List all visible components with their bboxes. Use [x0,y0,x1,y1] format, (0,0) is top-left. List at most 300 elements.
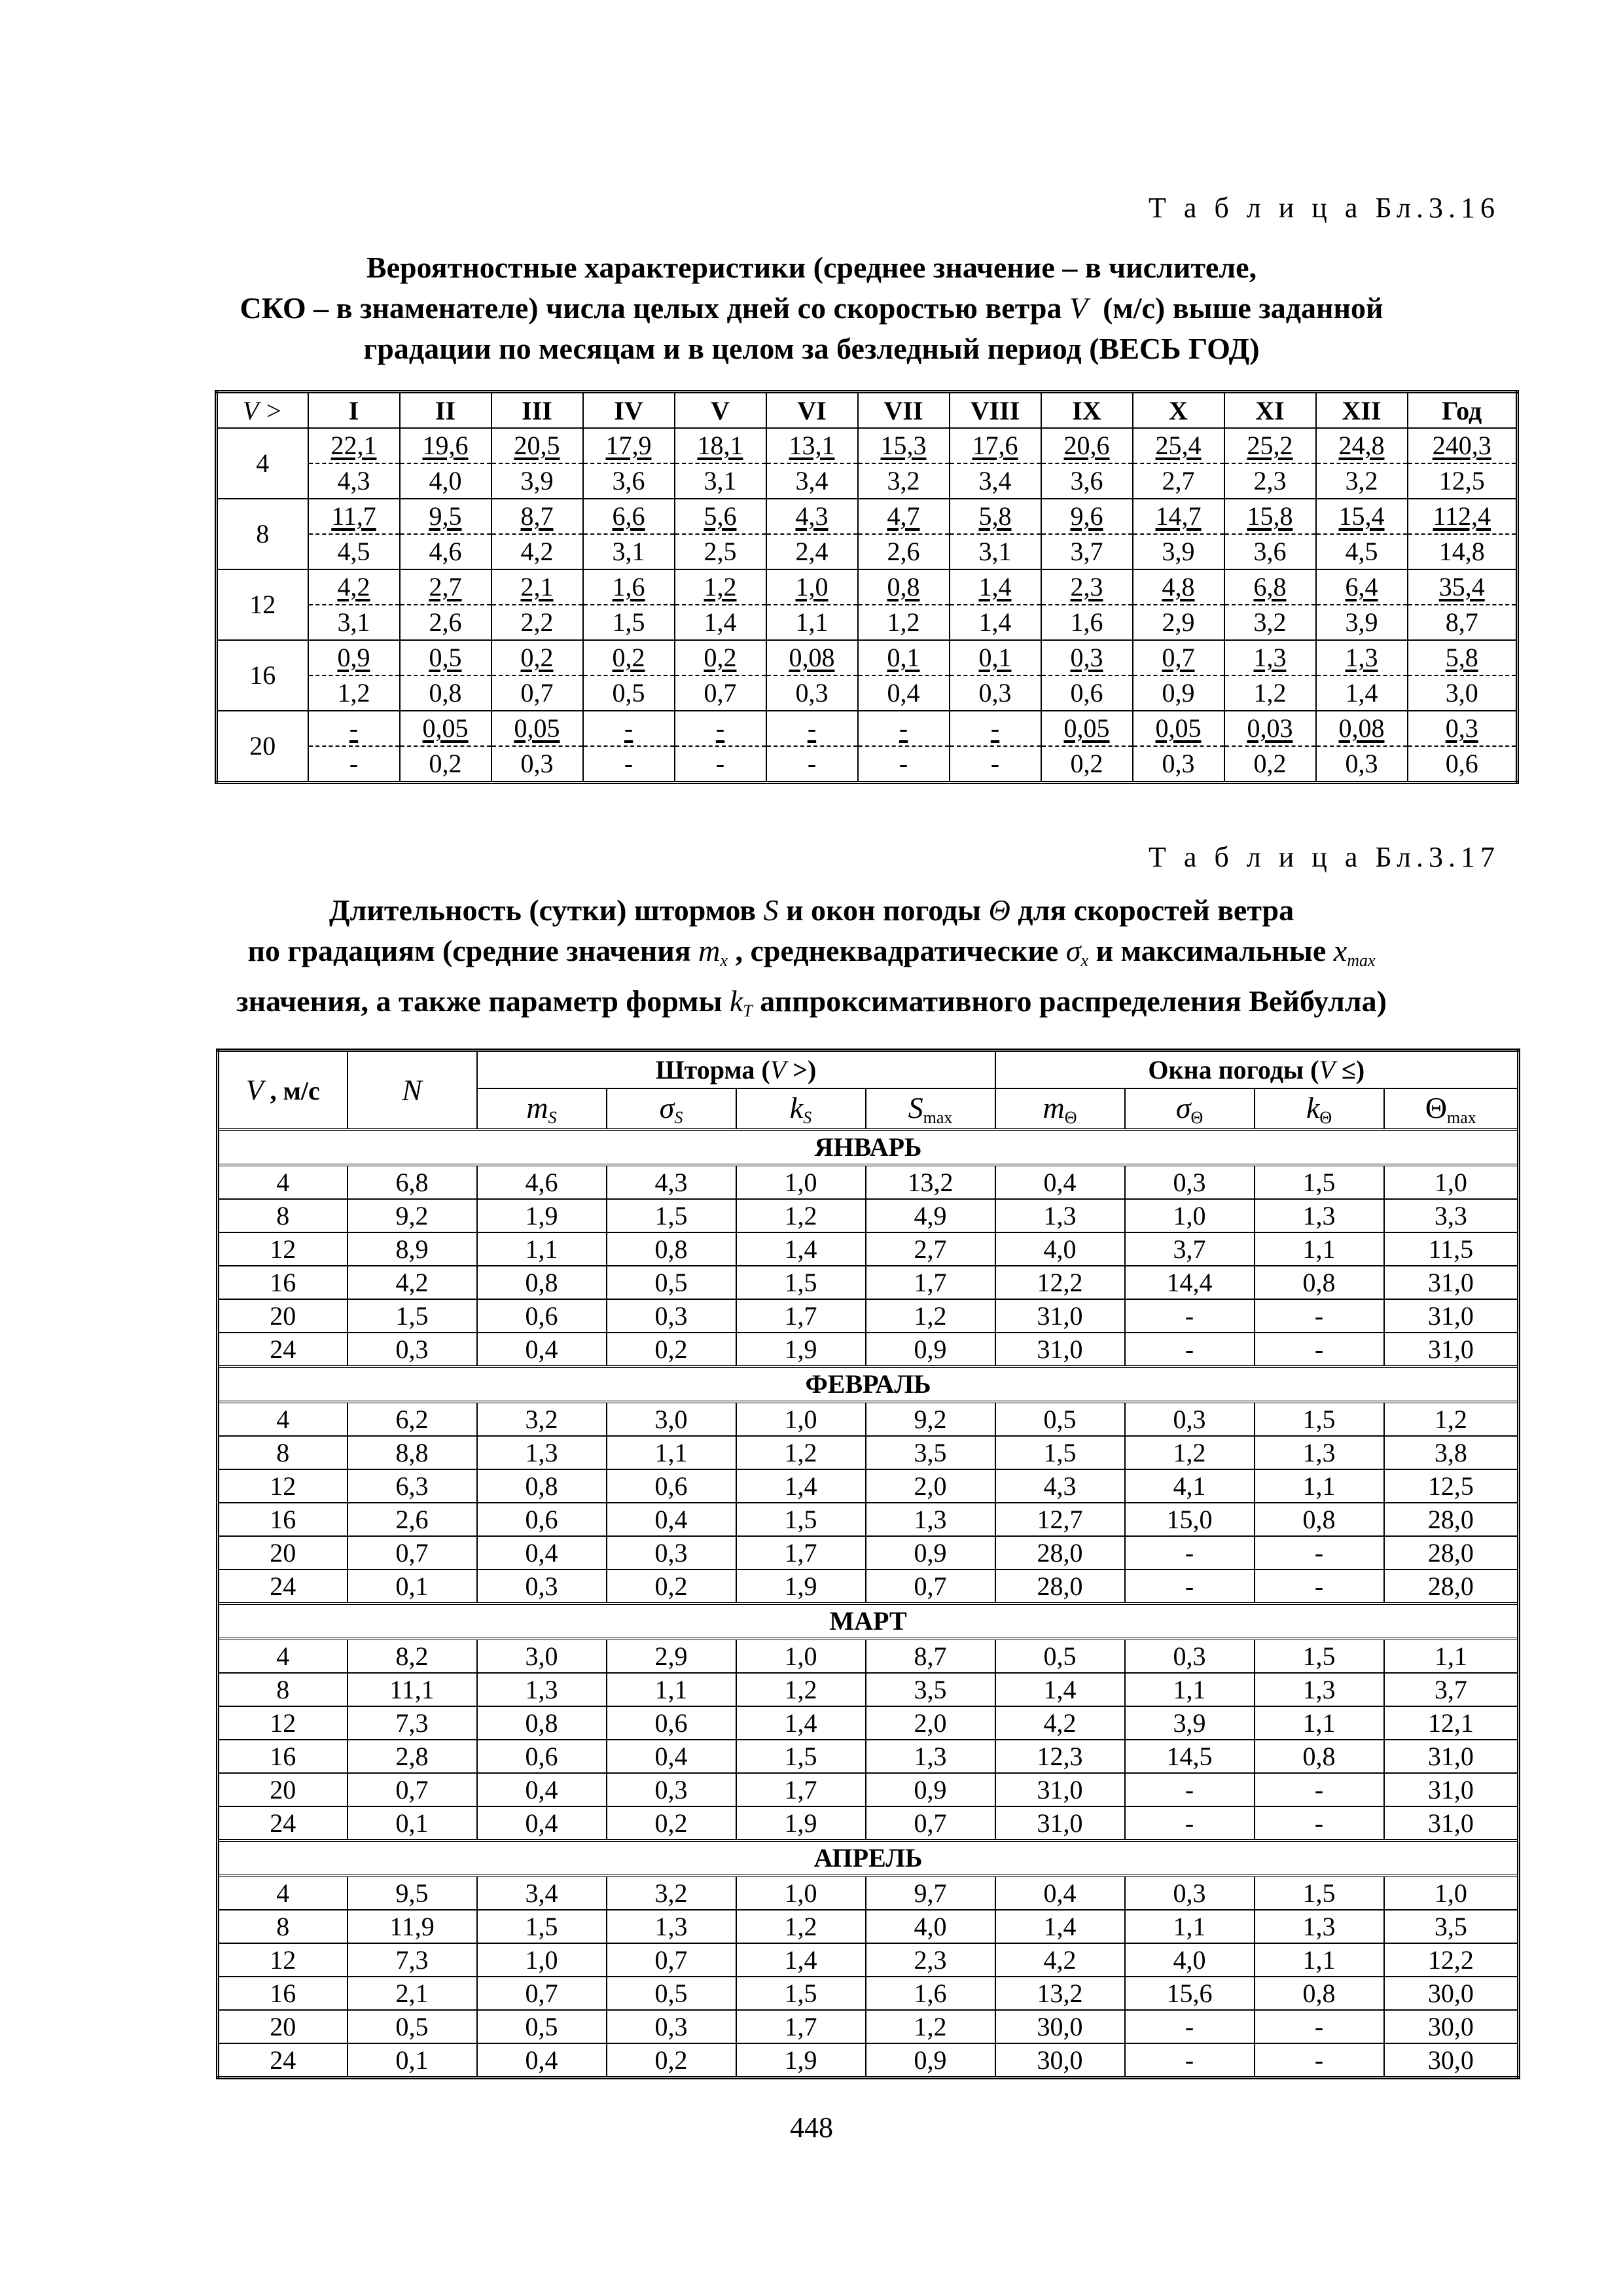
table2-cell: 16 [218,1977,348,2010]
table1-mean-cell [491,640,583,675]
table2-cell: 0,3 [1125,1639,1255,1673]
col-header-m-theta: $m_\Theta$ [995,1088,1125,1130]
table2-cell: 31,0 [1384,1806,1519,1840]
table2-cell: 0,3 [1125,1165,1255,1199]
table2-cell: 1,5 [995,1436,1125,1469]
table2-cell: 4,6 [477,1165,607,1199]
table1-sd-cell: 0,3 [950,675,1041,711]
table1-mean-cell [858,428,950,463]
table2-cell: 0,9 [866,1773,995,1806]
table2-cell: 1,5 [348,1299,477,1333]
table1-mean-cell [1408,569,1518,605]
table2-cell: 0,8 [477,1469,607,1503]
table1-row-mean [217,428,1518,463]
table1-mean-value: 0,7 [1162,643,1195,672]
table2-row [218,1333,1519,1367]
table2-cell: 31,0 [995,1299,1125,1333]
table1-sd-cell: 3,9 [1316,605,1408,640]
table2-cell: 1,4 [736,1706,866,1740]
table1-sd-cell: 0,2 [1224,746,1316,783]
table1-mean-value: 0,3 [1070,643,1103,672]
table1-sd-cell: 4,3 [308,463,400,499]
table1-sd-cell: 2,6 [400,605,491,640]
table1-mean-value: 0,05 [1155,713,1202,743]
table2-cell: 1,6 [866,1977,995,2010]
table2-header-windows: Окна погоды (V ≤) [995,1050,1519,1089]
table1-mean-value: 2,7 [429,572,462,601]
table2-cell: 30,0 [1384,2043,1519,2078]
table1-mean-value: 0,05 [1063,713,1110,743]
table1-mean-value: 5,8 [1445,643,1478,672]
table2-cell: 0,6 [477,1299,607,1333]
table2-cell: 1,9 [736,1333,866,1367]
table1-row-sd [217,746,1518,783]
table1-sd-cell: 1,2 [1224,675,1316,711]
table2-cell: 0,1 [348,1806,477,1840]
table2-cell: 7,3 [348,1943,477,1977]
table1-caption: Т а б л и ц а Бл.3.16 [1148,192,1500,224]
table1-mean-value: - [624,713,633,743]
table1-sd-cell: 0,2 [400,746,491,783]
table1-mean-cell [766,640,858,675]
table2-cell: 0,7 [607,1943,736,1977]
table1-mean-cell [1041,569,1133,605]
table1-mean-cell [1224,640,1316,675]
table1-header-1: I [308,392,400,429]
table1-mean-cell [766,499,858,534]
table1-mean-value: 1,3 [1345,643,1378,672]
table2-cell: 4,9 [866,1199,995,1232]
table1-mean-value: 17,9 [605,431,652,460]
table1-mean-cell [858,640,950,675]
table2-header-n: N [348,1050,477,1130]
table2-cell: 1,1 [477,1232,607,1266]
table2-cell: 1,3 [866,1740,995,1773]
table1-mean-value: 5,6 [704,501,737,531]
table2-row [218,1232,1519,1266]
table1-sd-cell: 0,3 [1316,746,1408,783]
table2-cell: 8 [218,1673,348,1706]
table2-cell: 0,4 [995,1876,1125,1910]
table1-header-6: VI [766,392,858,429]
table1-mean-value: 19,6 [422,431,469,460]
table1-sd-cell: 0,5 [583,675,675,711]
table1-mean-value: 25,4 [1155,431,1202,460]
table2-cell: 15,0 [1125,1503,1255,1536]
table2-cell: 4,0 [866,1910,995,1943]
table1-v-cell: 20 [217,711,308,783]
table1-mean-cell [308,569,400,605]
table2-cell: 28,0 [995,1570,1125,1604]
table1-sd-cell: 0,6 [1408,746,1518,783]
table2-cell: 0,2 [607,1570,736,1604]
table2-cell: 1,4 [736,1469,866,1503]
table1-mean-value: 22,1 [330,431,377,460]
table1-mean-value: 20,6 [1063,431,1110,460]
table2-cell: 31,0 [1384,1740,1519,1773]
col-header-s-max: $S_{max}$ [866,1088,995,1130]
table2-cell: 0,3 [1125,1876,1255,1910]
table2-row [218,1740,1519,1773]
table2-cell: 3,3 [1384,1199,1519,1232]
table1-mean-cell [675,640,766,675]
table1-mean-value: 0,03 [1247,713,1293,743]
table2-title-line-1: Длительность (сутки) штормов S и окон погоды Θ для скоростей ветра [329,893,1294,927]
table1-sd-cell: 0,4 [858,675,950,711]
table1-mean-value: 0,9 [337,643,370,672]
table1-sd-cell: 3,0 [1408,675,1518,711]
table2-cell: 24 [218,2043,348,2078]
table1-mean-cell [583,569,675,605]
table2-cell: 12,3 [995,1740,1125,1773]
table1-mean-value: - [899,713,908,743]
table2-cell: - [1255,1333,1384,1367]
table1-sd-cell: - [675,746,766,783]
table2-cell: 0,2 [607,1806,736,1840]
table1-mean-cell [583,499,675,534]
table2-row [218,1536,1519,1570]
table1-mean-cell [1408,499,1518,534]
table1-row-sd [217,675,1518,711]
table1-mean-value: 4,2 [337,572,370,601]
table2-row [218,1402,1519,1436]
table2-month-row [218,1604,1519,1639]
table1-header-12: XII [1316,392,1408,429]
table2-cell: - [1125,1299,1255,1333]
table1-v-cell: 16 [217,640,308,711]
table1-sd-cell: 0,2 [1041,746,1133,783]
table2-cell: 0,9 [866,1536,995,1570]
table1-mean-value: 15,3 [880,431,927,460]
table2-cell: 0,1 [348,1570,477,1604]
table2-cell: 0,6 [477,1503,607,1536]
table1-mean-cell [675,569,766,605]
table1-mean-value: 0,1 [978,643,1012,672]
table2-cell: 1,5 [736,1740,866,1773]
table2-cell: 1,7 [736,1773,866,1806]
table2-cell: 1,5 [736,1266,866,1299]
table2-cell: 1,3 [1255,1436,1384,1469]
table2-cell: 12 [218,1706,348,1740]
table2-cell: 1,9 [736,2043,866,2078]
table2-cell: 30,0 [995,2043,1125,2078]
table1-mean-cell [1224,499,1316,534]
table1-mean-cell [308,499,400,534]
table1-sd-cell: - [308,746,400,783]
table2-cell: 4 [218,1876,348,1910]
table2-cell: 0,8 [1255,1977,1384,2010]
table1-sd-cell: 4,5 [308,534,400,569]
table1-mean-cell [1224,569,1316,605]
table2-cell: 6,3 [348,1469,477,1503]
table1-sd-cell: 1,4 [675,605,766,640]
table1-header-4: IV [583,392,675,429]
table1-mean-value: 1,4 [978,572,1012,601]
table1-mean-cell [1224,428,1316,463]
table1-mean-cell [950,569,1041,605]
table1-sd-cell: 3,2 [858,463,950,499]
table1-header-7: VII [858,392,950,429]
table2-cell: 7,3 [348,1706,477,1740]
table2-cell: 0,5 [348,2010,477,2043]
table2-cell: 8 [218,1436,348,1469]
table2-cell: 8 [218,1910,348,1943]
table1-mean-cell [950,640,1041,675]
table2-cell: 1,4 [995,1910,1125,1943]
table2-cell: 0,7 [348,1773,477,1806]
table1-mean-value: 25,2 [1247,431,1293,460]
table2-cell: 31,0 [995,1333,1125,1367]
table2-cell: 24 [218,1570,348,1604]
table2-cell: 0,7 [477,1977,607,2010]
table2-cell: 0,5 [607,1266,736,1299]
table2-cell: 4,2 [348,1266,477,1299]
table1-mean-cell [400,640,491,675]
table2-month-row [218,1367,1519,1402]
table2-cell: 8,2 [348,1639,477,1673]
table2-cell: 1,5 [1255,1876,1384,1910]
table1-sd-cell: 4,0 [400,463,491,499]
table1-sd-cell: 8,7 [1408,605,1518,640]
table1-title-line-2: СКО – в знаменателе) числа целых дней со скоростью ветра V (м/с) выше заданной [240,291,1383,325]
table1-mean-value: 1,3 [1253,643,1287,672]
table2-cell: 1,7 [736,1536,866,1570]
table1-header-10: X [1133,392,1224,429]
table2-cell: 1,5 [477,1910,607,1943]
table1-mean-cell [400,499,491,534]
table2-cell: 1,9 [736,1570,866,1604]
table2-row [218,1266,1519,1299]
table1-mean-value: 0,1 [887,643,920,672]
table1-mean-value: 0,05 [422,713,469,743]
table2-row [218,1943,1519,1977]
table2-cell: - [1125,1570,1255,1604]
table1-sd-cell: 2,6 [858,534,950,569]
table2-title [131,890,1492,1031]
table2-cell: 0,5 [477,2010,607,2043]
table2-cell: 16 [218,1740,348,1773]
table1-v-cell: 12 [217,569,308,640]
table1-mean-cell [1133,640,1224,675]
table1-sd-cell: 4,5 [1316,534,1408,569]
table2-cell: 12,7 [995,1503,1125,1536]
table2-cell: 16 [218,1503,348,1536]
table1-mean-cell [1133,428,1224,463]
table1-mean-cell [1316,569,1408,605]
table2-cell: 6,2 [348,1402,477,1436]
table2-cell: 1,7 [736,1299,866,1333]
table2-cell: 0,1 [348,2043,477,2078]
table2-cell: 3,5 [1384,1910,1519,1943]
table2-cell: 0,2 [607,1333,736,1367]
table2-cell: 1,1 [1255,1469,1384,1503]
table1-sd-cell: 14,8 [1408,534,1518,569]
table2-row [218,1436,1519,1469]
table2-cell: 0,3 [607,1536,736,1570]
table2-cell: 3,7 [1384,1673,1519,1706]
table1-sd-cell: 1,1 [766,605,858,640]
table2-cell: 9,2 [866,1402,995,1436]
table2-cell: 1,3 [1255,1199,1384,1232]
table1-mean-value: 9,5 [429,501,462,531]
table2-cell: 1,2 [736,1910,866,1943]
table2-cell: 20 [218,1536,348,1570]
table2-row [218,2043,1519,2078]
table2-cell: 1,4 [736,1232,866,1266]
table1-header-2: II [400,392,491,429]
table1-sd-cell: 0,3 [491,746,583,783]
table2-cell: 4,3 [995,1469,1125,1503]
table2-cell: 2,0 [866,1469,995,1503]
table1-sd-cell: 2,2 [491,605,583,640]
table2-cell: 1,5 [1255,1165,1384,1199]
table2-cell: 1,5 [736,1503,866,1536]
table2-cell: 4,0 [995,1232,1125,1266]
table1-sd-cell: 1,4 [950,605,1041,640]
table1-sd-cell: 1,2 [308,675,400,711]
table1-mean-value: 20,5 [514,431,560,460]
table2-cell: 8,7 [866,1639,995,1673]
table2-cell: 1,1 [1125,1673,1255,1706]
table2-cell: 4,2 [995,1943,1125,1977]
table1-row-mean [217,499,1518,534]
table2-cell: - [1125,1333,1255,1367]
table1-mean-cell [1316,640,1408,675]
table2-cell: 9,2 [348,1199,477,1232]
table2-cell: 0,3 [348,1333,477,1367]
table1-mean-value: 9,6 [1070,501,1103,531]
table2-row [218,1199,1519,1232]
table2-cell: 0,3 [607,2010,736,2043]
table1-sd-cell: 1,2 [858,605,950,640]
table2-row [218,1673,1519,1706]
table1-mean-value: 18,1 [697,431,743,460]
table1-sd-cell: 2,7 [1133,463,1224,499]
table2-cell: 0,8 [607,1232,736,1266]
table2-cell: 11,1 [348,1673,477,1706]
table1-mean-cell [950,428,1041,463]
table1-mean-value: 0,5 [429,643,462,672]
table2-cell: 1,1 [607,1673,736,1706]
col-header-m-s: $m_S$ [477,1088,607,1130]
table2-cell: 12,5 [1384,1469,1519,1503]
page-number: 448 [790,2111,833,2144]
col-header-theta-max: $\Theta_{max}$ [1384,1088,1519,1130]
table2-month-label: МАРТ [218,1604,1519,1639]
table2-cell: 16 [218,1266,348,1299]
table1-mean-value: 112,4 [1433,501,1491,531]
table2-cell: - [1125,2010,1255,2043]
table1-row-sd [217,463,1518,499]
table1-mean-value: 14,7 [1155,501,1202,531]
table2-cell: 13,2 [995,1977,1125,2010]
table2-cell: 0,8 [1255,1740,1384,1773]
table2-cell: 28,0 [1384,1536,1519,1570]
table2-cell: 31,0 [995,1806,1125,1840]
table2-row [218,1299,1519,1333]
table2-cell: 1,1 [1255,1706,1384,1740]
table2-cell: 4,3 [607,1165,736,1199]
table1-sd-cell: 2,3 [1224,463,1316,499]
table1-mean-value: - [807,713,817,743]
table1-mean-value: - [349,713,359,743]
table2-cell: 3,2 [607,1876,736,1910]
table1-sd-cell: 3,1 [308,605,400,640]
table2-cell: 1,5 [736,1977,866,2010]
table2-cell: 13,2 [866,1165,995,1199]
table2-header-storms: Шторма (V >) [477,1050,995,1089]
table2-cell: 1,2 [736,1436,866,1469]
table1-row-mean [217,711,1518,746]
table1-mean-value: 6,8 [1253,572,1287,601]
table1-row-sd [217,534,1518,569]
table2-row [218,1773,1519,1806]
table1-mean-cell [1041,428,1133,463]
table2-cell: 1,0 [736,1402,866,1436]
table1-mean-cell [1316,499,1408,534]
table2-cell: 8,9 [348,1232,477,1266]
table1-row-mean [217,569,1518,605]
table1-mean-cell [1408,711,1518,746]
table2-cell: 1,1 [1125,1910,1255,1943]
table1-title-line-3: градации по месяцам и в целом за безледный период (ВЕСЬ ГОД) [363,332,1260,365]
table1-header-5: V [675,392,766,429]
table2-cell: 8 [218,1199,348,1232]
table1-sd-cell: 0,7 [675,675,766,711]
table1-mean-cell [491,428,583,463]
table1-mean-value: 35,4 [1438,572,1485,601]
table2-header-v: V , м/с [218,1050,348,1130]
table2-cell: 1,2 [736,1199,866,1232]
table1-mean-value: 0,2 [612,643,645,672]
table2-cell: - [1255,1806,1384,1840]
table2-cell: 0,5 [607,1977,736,2010]
table2-cell: 1,5 [1255,1402,1384,1436]
table1-sd-cell: 1,6 [1041,605,1133,640]
table1-mean-cell [1041,711,1133,746]
table1-mean-value: 0,2 [704,643,737,672]
table2-cell: 0,4 [995,1165,1125,1199]
table1-sd-cell: - [950,746,1041,783]
table2-cell: 1,0 [736,1165,866,1199]
table2-cell: 3,9 [1125,1706,1255,1740]
table2-cell: 4 [218,1165,348,1199]
table2-cell: 4 [218,1639,348,1673]
table1-mean-cell [1224,711,1316,746]
table2-row [218,1639,1519,1673]
table1-mean-value: 5,8 [978,501,1012,531]
table1-mean-cell [583,711,675,746]
table2-cell: 0,8 [1255,1503,1384,1536]
table2-cell: 1,2 [1125,1436,1255,1469]
table1-mean-value: 240,3 [1432,431,1491,460]
table2-cell: - [1125,1773,1255,1806]
table2-cell: 1,3 [1255,1673,1384,1706]
table2-cell: 31,0 [1384,1299,1519,1333]
table1-sd-cell: 1,4 [1316,675,1408,711]
table2-cell: 0,8 [1255,1266,1384,1299]
table2-cell: 2,8 [348,1740,477,1773]
table2-cell: 4,0 [1125,1943,1255,1977]
table1-sd-cell: - [858,746,950,783]
table1-sd-cell: 3,1 [675,463,766,499]
table2-cell: 28,0 [1384,1570,1519,1604]
table2-cell: 0,6 [477,1740,607,1773]
table2-cell: 0,8 [477,1266,607,1299]
table2-cell: 0,4 [607,1740,736,1773]
table2-cell: 4,2 [995,1706,1125,1740]
table2-cell: 1,4 [736,1943,866,1977]
